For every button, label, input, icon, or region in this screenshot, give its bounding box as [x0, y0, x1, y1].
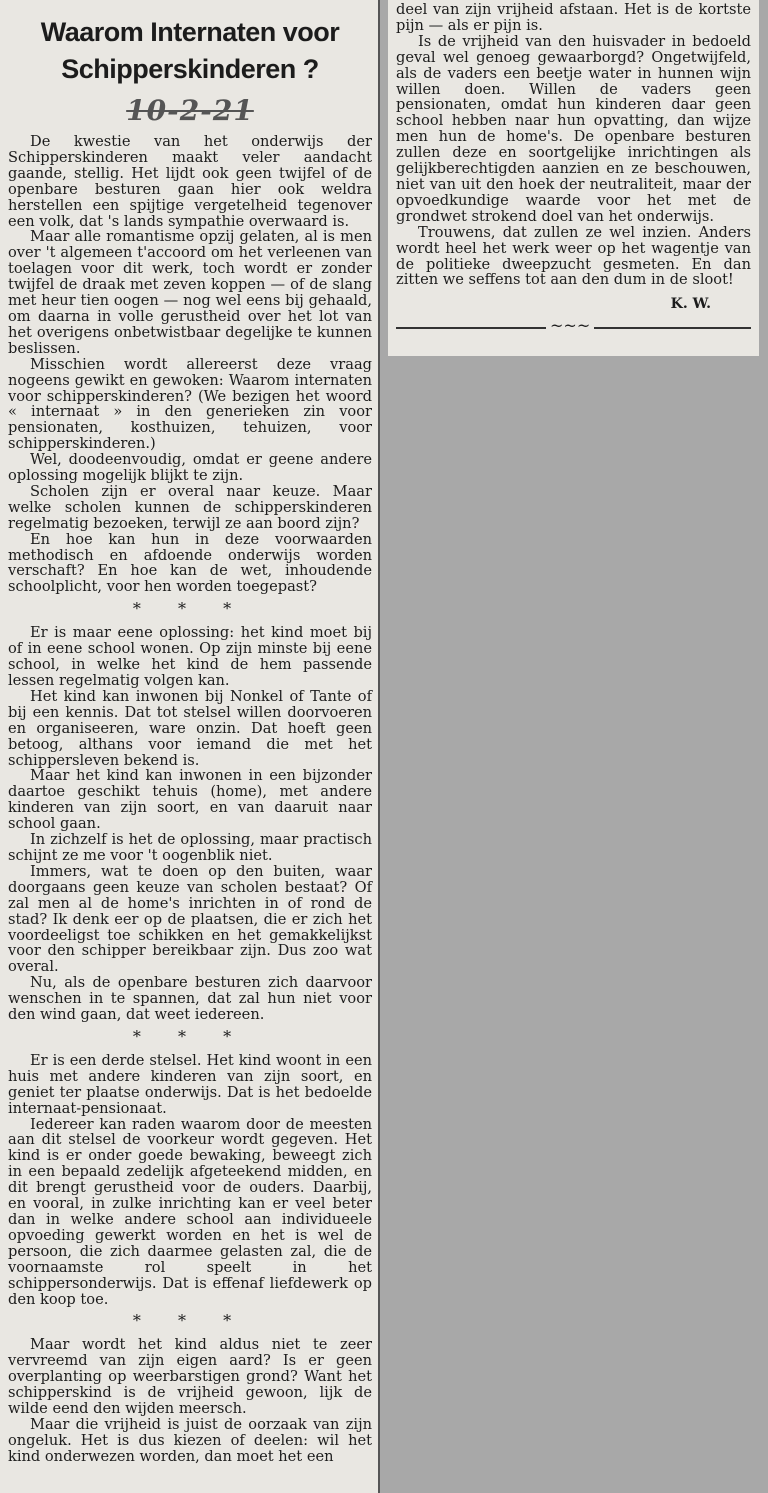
- section-separator-stars: * * *: [132, 1026, 248, 1046]
- article-paragraph: Er is maar eene oplossing: het kind moet bij of in eene school wonen. Op zijn minste bij eene school, in welke het kind de hem passende lessen regelmatig volgen kan.: [8, 624, 372, 689]
- article-paragraph: Het kind kan inwonen bij Nonkel of Tante of bij een kennis. Dat tot stelsel willen doorvoeren en organiseeren, ware onzin. Dat hoeft geen betoog, althans voor iemand die met het schippersleven bekend is.: [8, 687, 372, 769]
- article-paragraph: Maar die vrijheid is juist de oorzaak van zijn ongeluk. Het is dus kiezen of deelen: wil het kind onderwezen worden, dan moet het een: [8, 1415, 372, 1465]
- article-paragraph: Maar het kind kan inwonen in een bijzonder daartoe geschikt tehuis (home), met andere kinderen van zijn soort, en van daaruit naar school gaan.: [8, 767, 372, 833]
- article-paragraph: Maar wordt het kind aldus niet te zeer vervreemd van zijn eigen aard? Is er geen overplanting op weerbarstigen grond? Want het schipperskind is de vrijheid gewoon, lijk de wilde eend den wijden meersch.: [8, 1336, 372, 1418]
- article-paragraph: Is de vrijheid van den huisvader in bedoeld geval wel genoeg gewaarborgd? Ongetwijfeld, als de vaders een beetje water in hunnen wijn willen doen. Willen de vaders geen pensionaten, omdat hun kinderen daar geen school hebben naar hun opvatting, dan wijze men hun de home's. De openbare besturen zullen deze en soortgelijke inrichtingen als gelijkberechtigden aanzien en ze beschouwen, niet van uit den hoek der neutraliteit, maar der opvoedkundige waarde voor het met de grondwet strokend doel van het onderwijs.: [396, 32, 751, 225]
- title-line-1: Waarom Internaten voor: [40, 17, 340, 47]
- article-paragraph: Nu, als de openbare besturen zich daarvoor wenschen in te spannen, dat zal hun niet voor den wind gaan, dat weet iedereen.: [8, 974, 372, 1024]
- date-stamp-text: 10-2-21: [126, 94, 254, 127]
- left-column-body: [8, 134, 372, 1465]
- article-paragraph: En hoe kan hun in deze voorwaarden methodisch en afdoende onderwijs worden verschaft? En hoe kan de wet, inhoudende schoolplicht, voor hen worden toegepast?: [8, 530, 372, 596]
- section-separator-stars: * * *: [132, 599, 248, 619]
- article-column-right: [388, 0, 759, 356]
- article-title: [8, 14, 372, 88]
- article-paragraph: Trouwens, dat zullen ze wel inzien. Anders wordt heel het werk weer op het wagentje van de politieke dweepzucht gesmeten. En dan zitten we seffens tot aan den dum in de sloot!: [396, 223, 751, 289]
- right-column-body: [396, 2, 751, 288]
- article-paragraph: Maar alle romantisme opzij gelaten, al is men over 't algemeen t'accoord om het verleenen van toelagen voor dit werk, toch wordt er zonder twijfel de draak met zeven koppen — of de slang met heur tien oogen — nog wel eens bij gehaald, om daarna in volle gerustheid over het lot van het overigens onbetwistbaar degelijke te kunnen beslissen.: [8, 228, 372, 357]
- article-paragraph: Immers, wat te doen op den buiten, waar doorgaans geen keuze van scholen bestaat? Of zal men al de home's inrichten in of rond de stad? Ik denk eer op de plaatsen, die er zich het voordeeligst toe schikken en het gemakkelijkst voor den schipper bereikbaar zijn. Dus zoo wat overal.: [8, 862, 372, 976]
- article-paragraph: Iedereer kan raden waarom door de meesten aan dit stelsel de voorkeur wordt gegeven. Het kind is er onder goede bewaking, beweegt zich in een bepaald zedelijk afgeteekend midden, en dit brengt gerustheid voor de ouders. Daarbij, en vooral, in zulke inrichting kan er veel beter dan in welke andere school aan individueele opvoeding gewerkt worden en het is wel de persoon, die zich daarmee gelasten zal, die de voornaamste rol speelt in het schippersonderwijs. Dat is effenaf liefdewerk op den koop toe.: [8, 1115, 372, 1308]
- article-paragraph: In zichzelf is het de oplossing, maar practisch schijnt ze me voor 't oogenblik niet.: [8, 831, 372, 864]
- article-paragraph: De kwestie van het onderwijs der Schipperskinderen maakt veler aandacht gaande, stellig. Het lijdt ook geen twijfel of de openbare besturen gaan hier ook weldra herstellen een spijtige vergetelheid tegenover een volk, dat 's lands sympathie overwaard is.: [8, 133, 372, 230]
- article-paragraph: deel van zijn vrijheid afstaan. Het is de kortste pijn — als er pijn is.: [396, 1, 751, 34]
- title-line-2: Schipperskinderen ?: [61, 54, 319, 84]
- empty-scan-area: [388, 356, 768, 1493]
- article-column-left: [0, 0, 380, 1493]
- rule-ornament: ~~~: [546, 316, 594, 335]
- section-separator-stars: * * *: [132, 1311, 248, 1331]
- author-signature: K. W.: [670, 296, 711, 313]
- article-paragraph: Er is een derde stelsel. Het kind woont in een huis met andere kinderen van zijn soort, en geniet ter plaatse onderwijs. Dat is het bedoelde internaat-pensionaat.: [8, 1051, 372, 1117]
- end-rule: [396, 316, 751, 336]
- handwritten-date-stamp: [8, 94, 372, 128]
- article-paragraph: Misschien wordt allereerst deze vraag nogeens gewikt en gewoken: Waarom internaten voor schipperskinderen? (We bezigen het woord « internaat » in den generieken zin voor pensionaten, kosthuizen, tehuizen, voor schipperskinderen.): [8, 355, 372, 453]
- article-paragraph: Scholen zijn er overal naar keuze. Maar welke scholen kunnen de schipperskinderen regelmatig bezoeken, terwijl ze aan boord zijn?: [8, 482, 372, 532]
- article-paragraph: Wel, doodeenvoudig, omdat er geene andere oplossing mogelijk blijkt te zijn.: [8, 451, 372, 485]
